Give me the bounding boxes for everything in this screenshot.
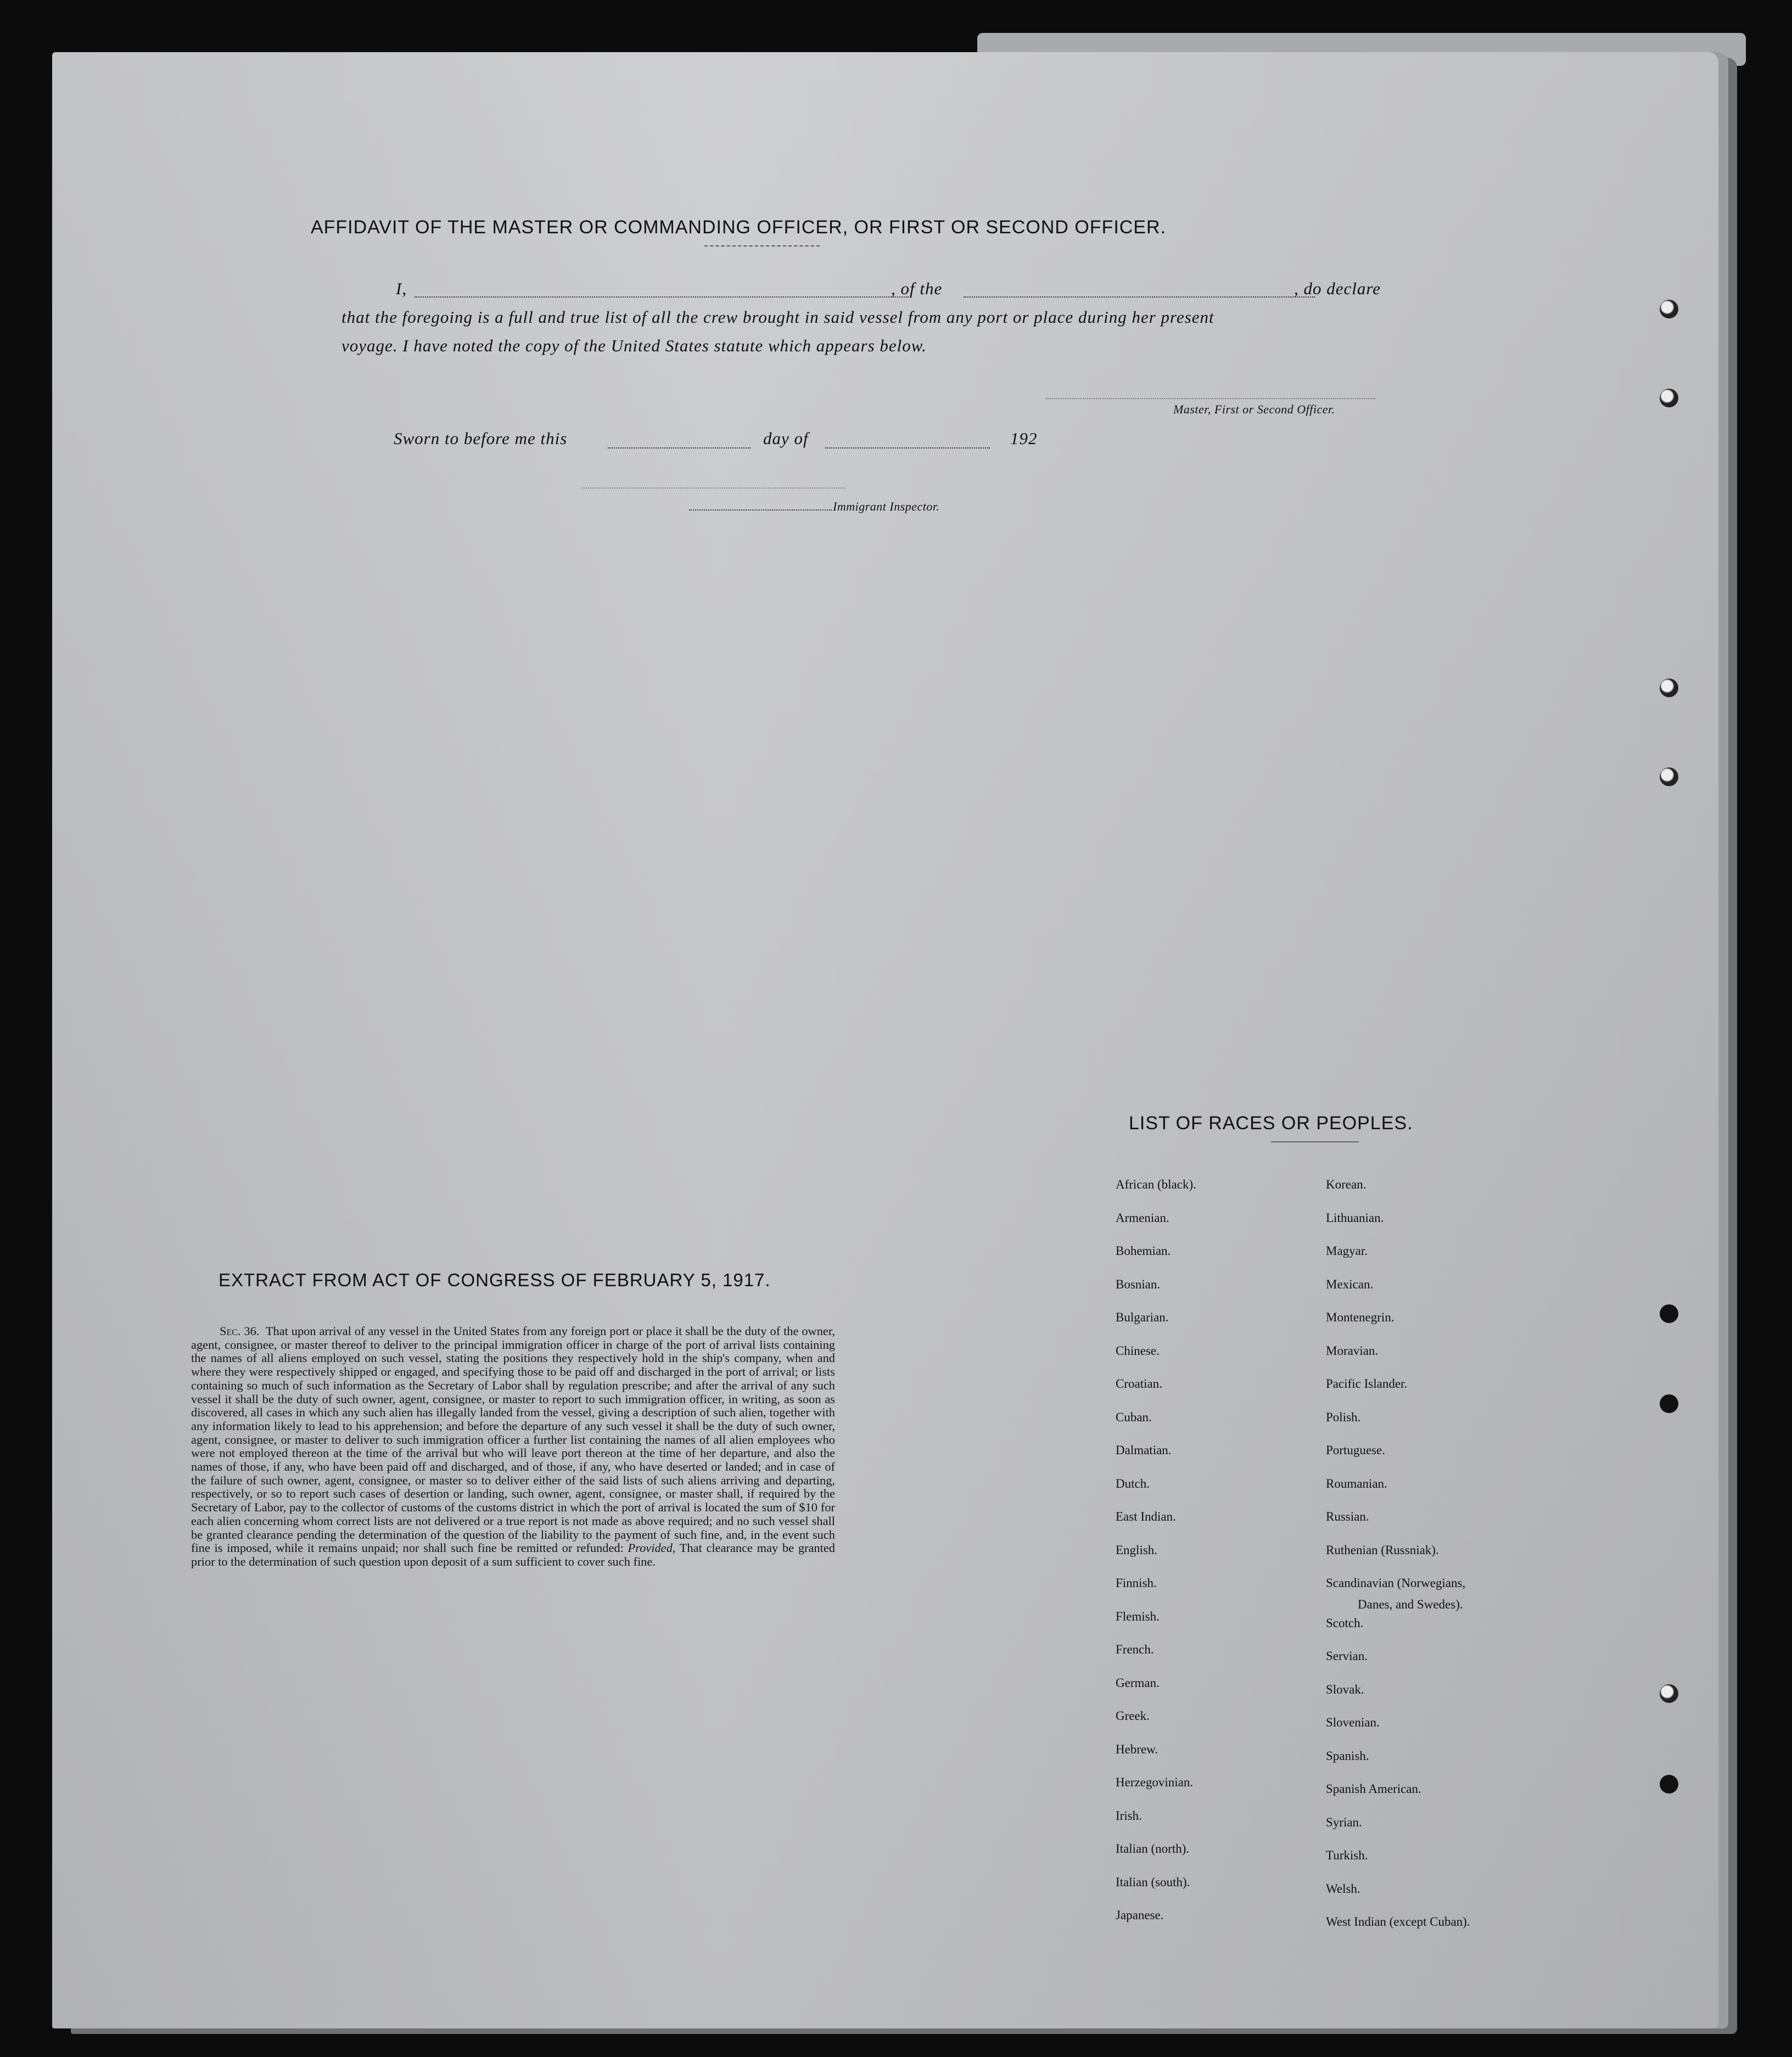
race-item-right: Syrian. bbox=[1326, 1815, 1362, 1829]
section-36-text bbox=[191, 1325, 835, 1569]
race-item-left: Italian (north). bbox=[1116, 1842, 1190, 1856]
race-item-right: Scandinavian (Norwegians, bbox=[1326, 1576, 1466, 1590]
race-item-right: Korean. bbox=[1326, 1178, 1367, 1191]
race-item-right: Spanish American. bbox=[1326, 1782, 1421, 1796]
race-item-left: German. bbox=[1116, 1675, 1160, 1690]
race-item-left: Bulgarian. bbox=[1116, 1310, 1169, 1324]
affidavit-body-line-2: that the foregoing is a full and true list of all the crew brought in said vessel from any port or place during her present bbox=[341, 307, 1214, 327]
race-item-left: Irish. bbox=[1116, 1808, 1142, 1823]
race-item-right: Slovak. bbox=[1326, 1682, 1364, 1696]
binder-hole bbox=[1660, 1684, 1678, 1703]
race-item-right: Turkish. bbox=[1326, 1848, 1368, 1862]
bleed-through bbox=[667, 165, 674, 197]
race-item-left: Hebrew. bbox=[1116, 1742, 1158, 1756]
binder-hole bbox=[1660, 300, 1678, 318]
race-item-left: Flemish. bbox=[1116, 1609, 1160, 1623]
race-item-right: Russian. bbox=[1326, 1510, 1369, 1523]
race-item-right: Portuguese. bbox=[1326, 1443, 1385, 1457]
race-item-left: Italian (south). bbox=[1116, 1875, 1190, 1889]
sworn-month-blank[interactable] bbox=[825, 447, 990, 449]
race-item-left: Finnish. bbox=[1116, 1576, 1157, 1590]
race-item-right: Welsh. bbox=[1326, 1881, 1360, 1896]
affidavit-of-the-label: , of the bbox=[891, 279, 943, 298]
sworn-day-label: day of bbox=[763, 429, 809, 448]
affidavit-i-label: I, bbox=[396, 279, 407, 298]
affidavit-body-line-3: voyage. I have noted the copy of the United States statute which appears below. bbox=[341, 336, 927, 355]
race-item-left: French. bbox=[1116, 1643, 1154, 1656]
race-item-left: East Indian. bbox=[1116, 1510, 1176, 1523]
binder-hole bbox=[1660, 389, 1678, 407]
race-item-left: Dutch. bbox=[1116, 1476, 1150, 1490]
race-item-right: Roumanian. bbox=[1326, 1476, 1387, 1490]
race-item-right: Slovenian. bbox=[1326, 1716, 1380, 1729]
race-item-left: Bosnian. bbox=[1116, 1277, 1161, 1291]
affidavit-title-underline bbox=[704, 245, 820, 246]
section-label: Sec. 36. bbox=[220, 1324, 260, 1338]
race-item-right: Servian. bbox=[1326, 1649, 1368, 1663]
race-item-right: Scotch. bbox=[1326, 1616, 1364, 1630]
race-item-right: West Indian (except Cuban). bbox=[1326, 1915, 1470, 1929]
inspector-caption: Immigrant Inspector. bbox=[833, 500, 940, 513]
race-item-left: Croatian. bbox=[1116, 1377, 1162, 1391]
race-item-left: English. bbox=[1116, 1543, 1158, 1557]
race-item-left: Cuban. bbox=[1116, 1410, 1152, 1424]
races-title-underline bbox=[1271, 1141, 1359, 1142]
race-item-left: Herzegovinian. bbox=[1116, 1775, 1194, 1789]
race-item-left: Chinese. bbox=[1116, 1343, 1160, 1358]
race-item-right: Montenegrin. bbox=[1326, 1310, 1395, 1324]
binder-hole bbox=[1660, 1304, 1678, 1323]
race-item-left: Greek. bbox=[1116, 1709, 1150, 1723]
inspector-signature-blank[interactable] bbox=[689, 509, 832, 511]
document-sheet bbox=[52, 52, 1718, 2028]
race-scandinavian-continuation: Danes, and Swedes). bbox=[1358, 1598, 1463, 1611]
race-item-right: Moravian. bbox=[1326, 1343, 1379, 1358]
binder-hole bbox=[1660, 679, 1678, 697]
race-item-right: Polish. bbox=[1326, 1410, 1361, 1424]
section-text-proviso: That clearance may be granted prior to the determination of such question upon deposit of a sum sufficient to cover such fine. bbox=[191, 1541, 835, 1568]
affidavit-do-declare-label: , do declare bbox=[1294, 279, 1381, 298]
sworn-year: 192 bbox=[1010, 429, 1038, 448]
race-item-left: African (black). bbox=[1116, 1178, 1196, 1191]
vessel-blank[interactable] bbox=[964, 296, 1315, 298]
race-item-left: Japanese. bbox=[1116, 1908, 1164, 1922]
races-title: LIST OF RACES OR PEOPLES. bbox=[1129, 1113, 1413, 1134]
binder-hole bbox=[1660, 1775, 1678, 1793]
race-item-right: Spanish. bbox=[1326, 1748, 1369, 1763]
binder-hole bbox=[1660, 767, 1678, 786]
name-blank[interactable] bbox=[415, 296, 909, 298]
race-item-right: Ruthenian (Russniak). bbox=[1326, 1543, 1439, 1557]
proviso-word: Provided, bbox=[628, 1541, 676, 1555]
inspector-upper-line bbox=[582, 487, 845, 489]
master-signature-blank[interactable] bbox=[1046, 398, 1375, 399]
race-item-left: Armenian. bbox=[1116, 1210, 1169, 1225]
race-item-left: Dalmatian. bbox=[1116, 1443, 1172, 1457]
affidavit-title: AFFIDAVIT OF THE MASTER OR COMMANDING OFFICER, OR FIRST OR SECOND OFFICER. bbox=[310, 217, 1167, 238]
master-caption: Master, First or Second Officer. bbox=[1173, 402, 1335, 416]
binder-hole bbox=[1660, 1394, 1678, 1413]
section-text-main: That upon arrival of any vessel in the United States from any foreign port or place it shall be the duty of the owner, agent, consignee, or master thereof to deliver to the principal immigration officer in charge of the port of arrival lists containing the names of all aliens employed on such vessel, stating the positions they respectively hold in the ship's company, when and where they were respectively shipped or engaged, and specifying those to be paid off and discharged in the port of arrival; or lists containing so much of such information as the Secretary of Labor shall by regulation prescribe; and after the arrival of any such vessel it shall be the duty of such owner, agent, consignee, or master to report to such immigration officer, in writing, as soon as discovered, all cases in which any such alien has illegally landed from the vessel, giving a description of such alien, together with any information likely to lead to his apprehension; and before the departure of any such vessel it shall be the duty of such owner, agent, consignee, or master to deliver to such immigration officer a further list containing the names of all alien employees who were not employed thereon at the time of the arrival but who will leave port thereon at the time of her departure, and also the names of those, if any, who have been paid off and discharged, and of those, if any, who have deserted or landed; and in case of the failure of such owner, agent, consignee, or master so to deliver either of the said lists of such aliens arriving and departing, respectively, or so to report such cases of desertion or landing, such owner, agent, consignee, or master shall, if required by the Secretary of Labor, pay to the collector of customs of the customs district in which the port of arrival is located the sum of $10 for each alien concerning whom correct lists are not delivered or a true report is not made as above required; and no such vessel shall be granted clearance pending the determination of the question of the liability to the payment of such fine, and, in the event such fine is imposed, while it remains unpaid; nor shall such fine be remitted or refunded: bbox=[191, 1324, 835, 1555]
race-item-right: Magyar. bbox=[1326, 1244, 1368, 1258]
race-item-left: Bohemian. bbox=[1116, 1244, 1171, 1258]
race-item-right: Lithuanian. bbox=[1326, 1210, 1384, 1225]
sworn-prefix: Sworn to before me this bbox=[394, 429, 568, 448]
race-item-right: Pacific Islander. bbox=[1326, 1377, 1408, 1391]
race-item-right: Mexican. bbox=[1326, 1277, 1374, 1291]
extract-title: EXTRACT FROM ACT OF CONGRESS OF FEBRUARY 5, 1917. bbox=[219, 1270, 771, 1290]
sworn-day-blank[interactable] bbox=[608, 447, 751, 449]
